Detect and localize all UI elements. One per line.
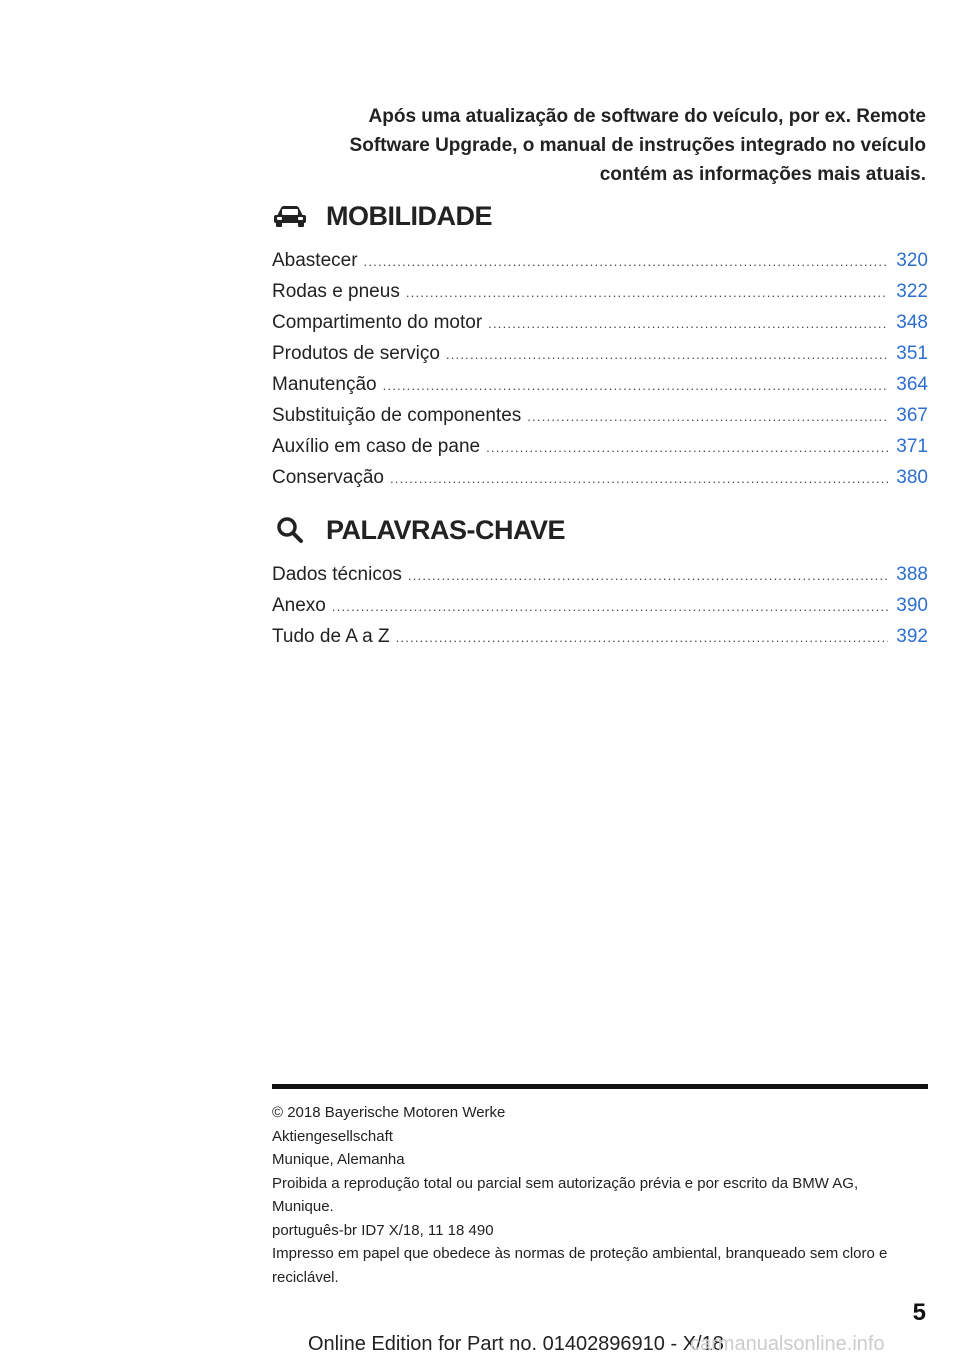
toc-label: Anexo: [272, 595, 326, 616]
toc-list: [272, 250, 928, 498]
toc-entry-tudo-de-a-a-z[interactable]: [272, 626, 928, 657]
toc-page-link[interactable]: 380: [896, 467, 928, 488]
toc-label: Manutenção: [272, 374, 377, 395]
toc-page-link[interactable]: 392: [896, 626, 928, 647]
dot-leader: [486, 440, 888, 455]
imprint-line: Munique.: [272, 1198, 334, 1215]
dot-leader: [364, 254, 889, 269]
toc-label: Auxílio em caso de pane: [272, 436, 481, 457]
dot-leader: [396, 630, 889, 645]
toc-page-link[interactable]: 320: [896, 250, 928, 271]
imprint-line: Munique, Alemanha: [272, 1151, 405, 1168]
toc-label: Dados técnicos: [272, 564, 402, 585]
section-palavras-chave: [272, 510, 928, 657]
section-heading: [272, 510, 928, 550]
section-title: PALAVRAS-CHAVE: [326, 514, 566, 545]
toc-page-link[interactable]: 322: [896, 281, 928, 302]
search-icon: [272, 515, 308, 545]
imprint-line: reciclável.: [272, 1268, 339, 1286]
dot-leader: [406, 285, 888, 300]
dot-leader: [527, 409, 888, 424]
toc-entry-manutencao[interactable]: [272, 374, 928, 405]
toc-page-link[interactable]: 388: [896, 564, 928, 585]
notice-line: contém as informações mais atuais.: [599, 164, 926, 185]
toc-page-link[interactable]: 390: [896, 595, 928, 616]
toc-label: Substituição de componentes: [272, 405, 522, 426]
toc-entry-auxilio-em-caso-de-pane[interactable]: [272, 436, 928, 467]
car-icon: [272, 201, 308, 231]
toc-list: [272, 564, 928, 657]
divider-rule: [272, 1084, 928, 1089]
toc-label: Produtos de serviço: [272, 343, 440, 364]
dot-leader: [383, 378, 889, 393]
update-notice: [286, 102, 926, 189]
toc-entry-dados-tecnicos[interactable]: [272, 564, 928, 595]
imprint: [272, 1101, 928, 1289]
toc-entry-substituicao-de-componentes[interactable]: [272, 405, 928, 436]
footer-edition: Online Edition for Part no. 01402896910 - X/18: [308, 1333, 724, 1355]
toc-page-link[interactable]: 367: [896, 405, 928, 426]
notice-line: Software Upgrade, o manual de instruções integrado no veículo: [349, 135, 926, 156]
imprint-line: © 2018 Bayerische Motoren Werke: [272, 1104, 506, 1121]
toc-entry-compartimento-do-motor[interactable]: [272, 312, 928, 343]
section-mobilidade: [272, 196, 928, 498]
imprint-line: Impresso em papel que obedece às normas de proteção ambiental, branqueado sem cloro e: [272, 1245, 888, 1262]
notice-line: Após uma atualização de software do veículo, por ex. Remote: [368, 106, 926, 127]
dot-leader: [446, 347, 888, 362]
dot-leader: [332, 599, 888, 614]
toc-page-link[interactable]: 348: [896, 312, 928, 333]
toc-label: Abastecer: [272, 250, 358, 271]
page-number: 5: [912, 1299, 926, 1326]
imprint-line: Aktiengesellschaft: [272, 1127, 393, 1145]
toc-label: Rodas e pneus: [272, 281, 400, 302]
imprint-line: português-br ID7 X/18, 11 18 490: [272, 1221, 494, 1239]
toc-page-link[interactable]: 364: [896, 374, 928, 395]
toc-entry-conservacao[interactable]: [272, 467, 928, 498]
dot-leader: [408, 568, 888, 583]
imprint-line: Proibida a reprodução total ou parcial sem autorização prévia e por escrito da BMW AG,: [272, 1174, 859, 1192]
toc-page-link[interactable]: 351: [896, 343, 928, 364]
toc-entry-anexo[interactable]: [272, 595, 928, 626]
toc-label: Compartimento do motor: [272, 312, 483, 333]
toc-entry-rodas-e-pneus[interactable]: [272, 281, 928, 312]
section-heading: [272, 196, 928, 236]
toc-page-link[interactable]: 371: [896, 436, 928, 457]
watermark: carmanualsonline.info: [690, 1333, 885, 1355]
toc-entry-abastecer[interactable]: [272, 250, 928, 281]
dot-leader: [488, 316, 888, 331]
section-title: MOBILIDADE: [326, 200, 492, 231]
toc-label: Conservação: [272, 467, 384, 488]
toc-entry-produtos-de-servico[interactable]: [272, 343, 928, 374]
dot-leader: [390, 471, 888, 486]
toc-label: Tudo de A a Z: [272, 626, 390, 647]
